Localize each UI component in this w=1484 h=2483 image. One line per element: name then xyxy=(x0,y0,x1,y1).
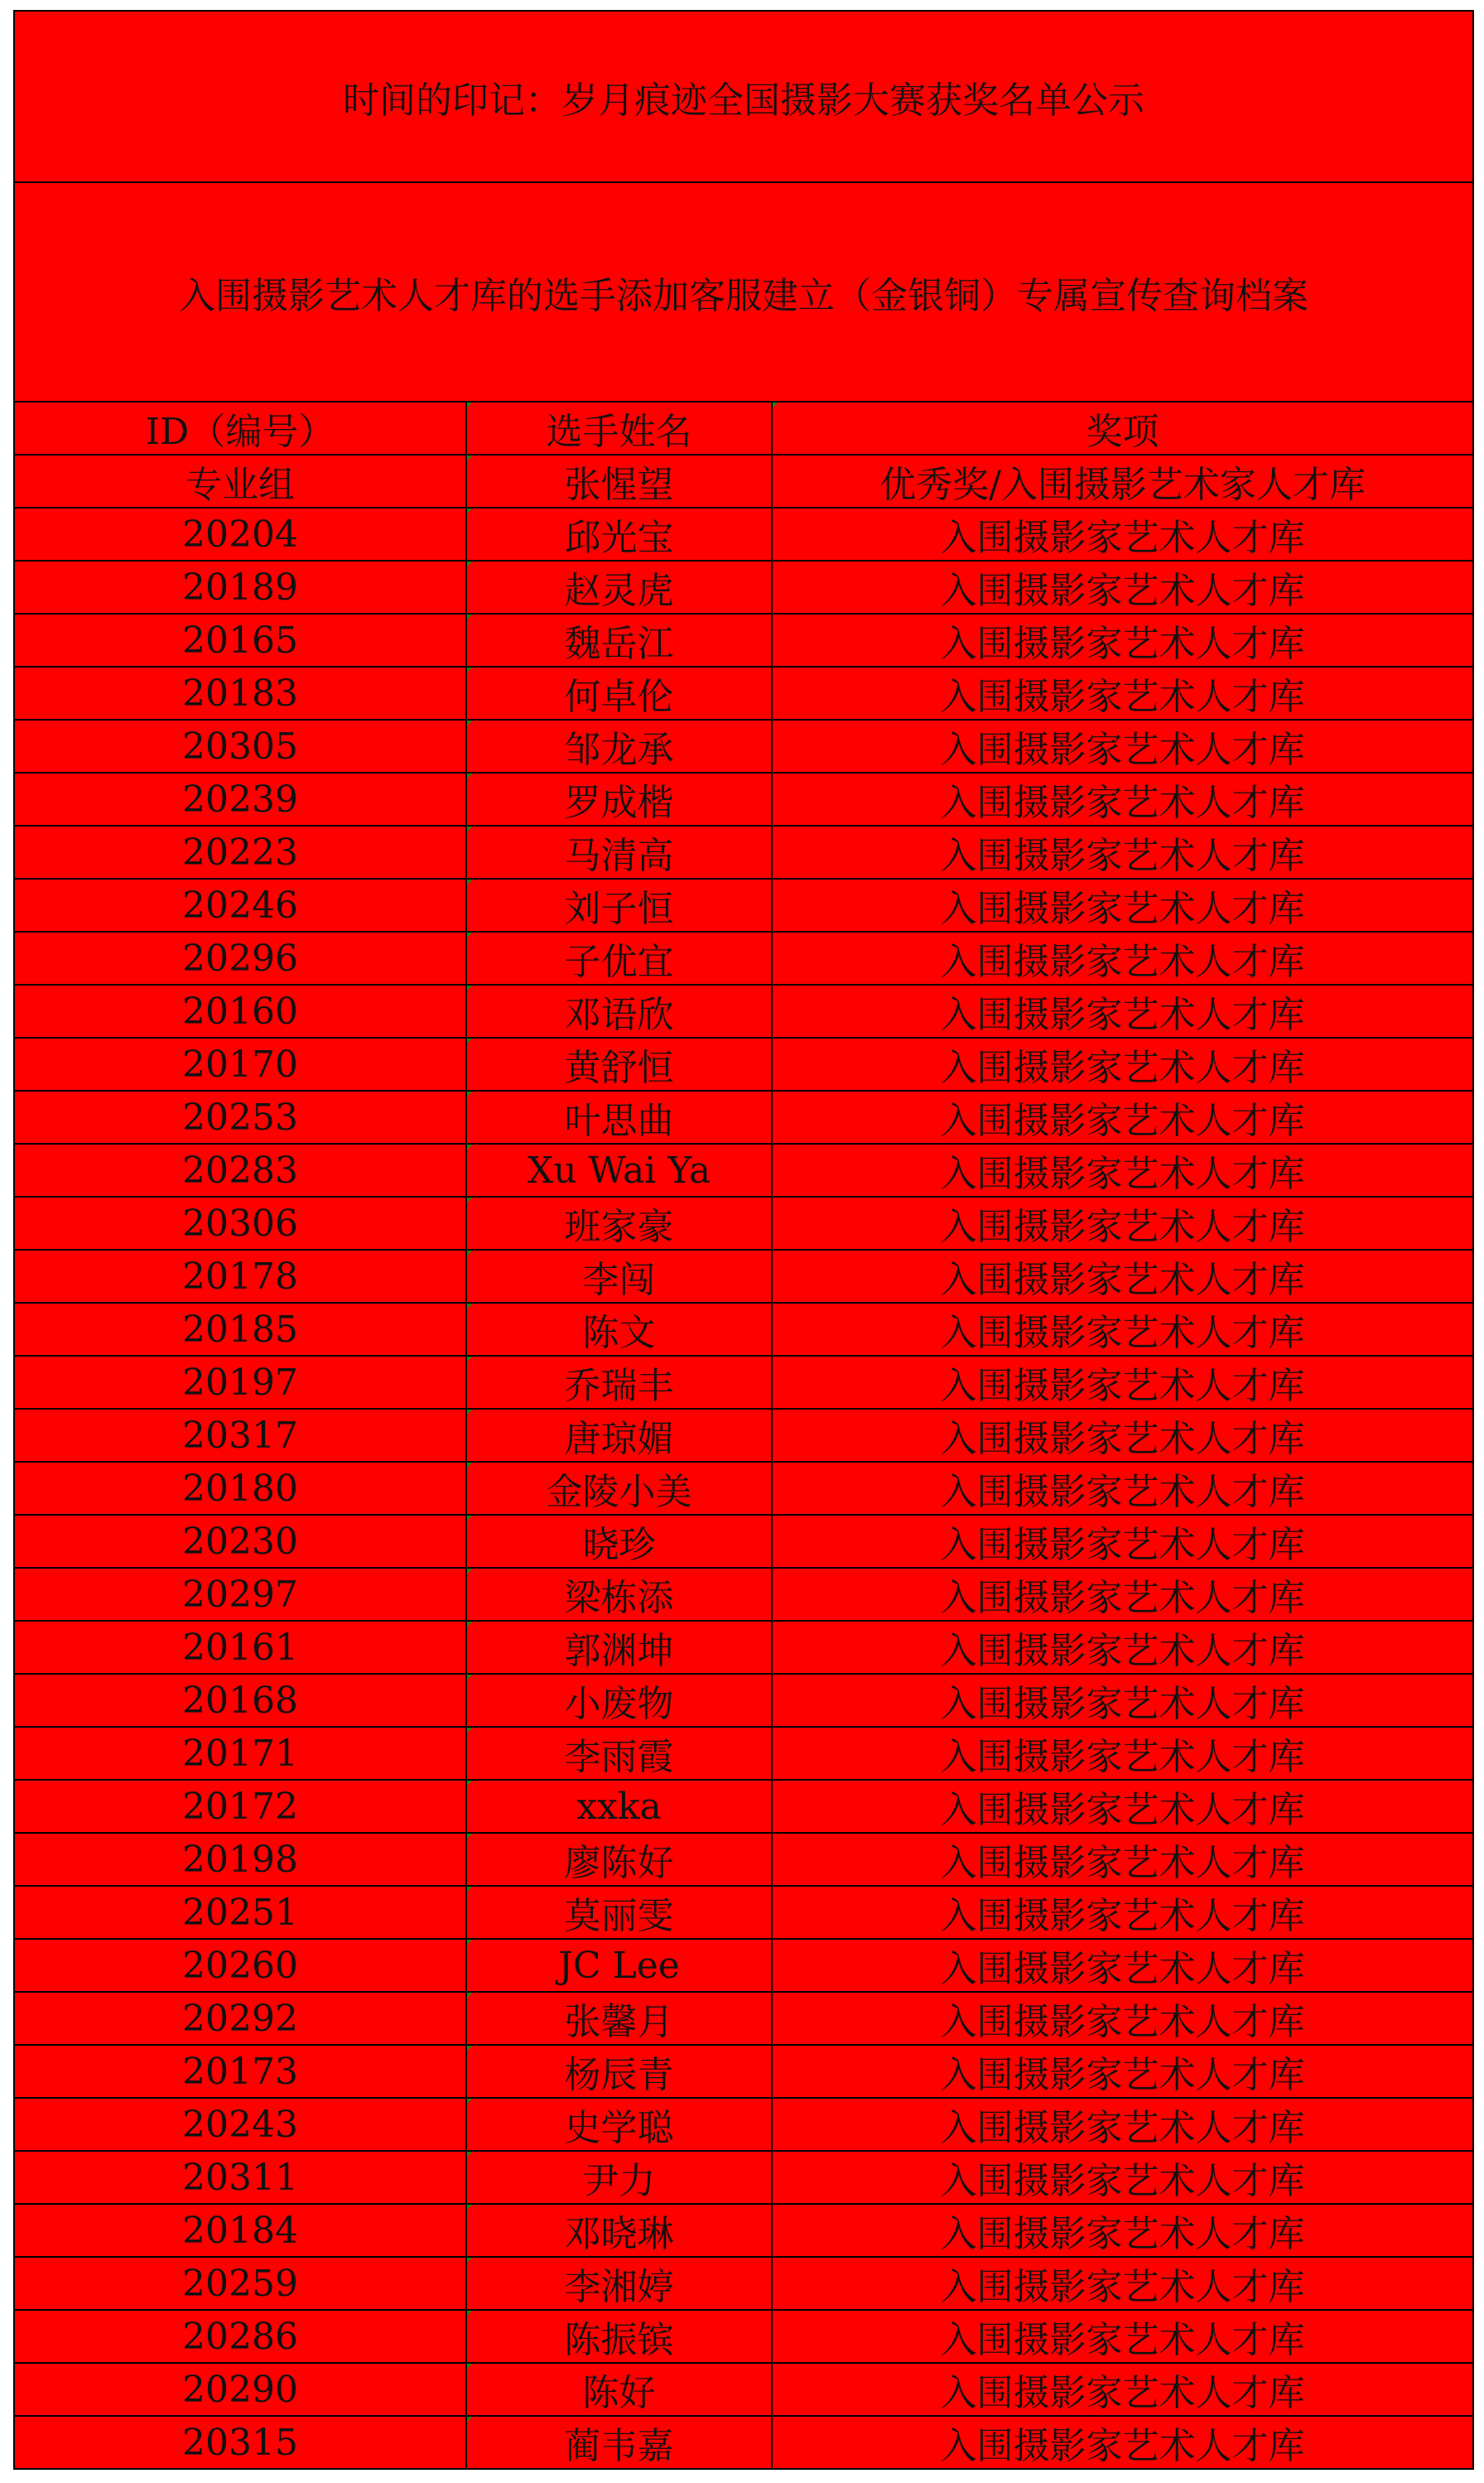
cell-id: 20178 xyxy=(15,1251,467,1302)
table-row xyxy=(15,933,1472,986)
table-row xyxy=(15,2046,1472,2099)
cell-id: 20260 xyxy=(15,1940,467,1991)
cell-id: 20292 xyxy=(15,1993,467,2044)
cell-id: 20230 xyxy=(15,1516,467,1567)
cell-id: 专业组 xyxy=(15,456,467,507)
table-row xyxy=(15,1516,1472,1569)
cell-award: 入围摄影家艺术人才库 xyxy=(940,1100,1305,1142)
cell-name: 唐琼媚 xyxy=(467,1410,773,1461)
cell-name: 梁栋添 xyxy=(467,1569,773,1620)
cell-name: 莫丽雯 xyxy=(467,1887,773,1938)
table-row xyxy=(15,827,1472,880)
cell-name: 赵灵虎 xyxy=(467,562,773,613)
cell-award: 入围摄影家艺术人才库 xyxy=(940,835,1305,877)
cell-id: 20305 xyxy=(15,721,467,772)
cell-id: 20296 xyxy=(15,933,467,984)
table-row xyxy=(15,1092,1472,1145)
table-row xyxy=(15,562,1472,615)
cell-name: 邓晓琳 xyxy=(467,2205,773,2256)
cell-award: 入围摄影家艺术人才库 xyxy=(940,941,1305,983)
cell-id: 20171 xyxy=(15,1728,467,1779)
cell-id: 20259 xyxy=(15,2258,467,2309)
cell-name: 陈文 xyxy=(467,1304,773,1355)
cell-name: 乔瑞丰 xyxy=(467,1357,773,1408)
cell-id: 20173 xyxy=(15,2046,467,2097)
table-row xyxy=(15,1569,1472,1622)
cell-award: 入围摄影家艺术人才库 xyxy=(940,2107,1305,2149)
cell-award: 入围摄影家艺术人才库 xyxy=(940,1312,1305,1354)
cell-award: 入围摄影家艺术人才库 xyxy=(940,1418,1305,1460)
cell-award: 入围摄影家艺术人才库 xyxy=(940,1948,1305,1990)
cell-id: 20160 xyxy=(15,986,467,1037)
cell-award: 入围摄影家艺术人才库 xyxy=(940,1842,1305,1884)
cell-id: 20172 xyxy=(15,1781,467,1832)
cell-name: 邱光宝 xyxy=(467,509,773,560)
table-row xyxy=(15,668,1472,721)
table-row xyxy=(15,1887,1472,1940)
table-row xyxy=(15,721,1472,774)
table-row xyxy=(15,1834,1472,1887)
cell-award: 入围摄影家艺术人才库 xyxy=(940,1259,1305,1301)
table-row xyxy=(15,1039,1472,1092)
table-row xyxy=(15,1304,1472,1357)
cell-name: 陈好 xyxy=(467,2364,773,2415)
cell-id: 20283 xyxy=(15,1145,467,1196)
cell-name: 班家豪 xyxy=(467,1198,773,1249)
cell-id: 20290 xyxy=(15,2364,467,2415)
cell-name: 小废物 xyxy=(467,1675,773,1726)
cell-id: 20315 xyxy=(15,2417,467,2468)
cell-name: 蔺韦嘉 xyxy=(467,2417,773,2468)
cell-id: 20243 xyxy=(15,2099,467,2150)
table-row xyxy=(15,509,1472,562)
cell-award: 入围摄影家艺术人才库 xyxy=(940,2372,1305,2414)
table-row xyxy=(15,1622,1472,1675)
cell-name: 李湘婷 xyxy=(467,2258,773,2309)
cell-name: JC Lee xyxy=(467,1940,773,1991)
cell-name: xxka xyxy=(467,1781,773,1832)
table-row xyxy=(15,1357,1472,1410)
table-row xyxy=(15,2364,1472,2417)
cell-id: 20204 xyxy=(15,509,467,560)
table-row xyxy=(15,1463,1472,1516)
cell-id: 20317 xyxy=(15,1410,467,1461)
cell-name: 邓语欣 xyxy=(467,986,773,1037)
cell-award: 优秀奖/入围摄影艺术家人才库 xyxy=(879,464,1366,506)
cell-id: 20184 xyxy=(15,2205,467,2256)
cell-award: 入围摄影家艺术人才库 xyxy=(940,1153,1305,1195)
cell-id: 20183 xyxy=(15,668,467,719)
cell-name: 陈振镔 xyxy=(467,2311,773,2362)
cell-name: 郭渊坤 xyxy=(467,1622,773,1673)
cell-award: 入围摄影家艺术人才库 xyxy=(940,2266,1305,2308)
spreadsheet xyxy=(13,10,1474,2470)
table-row xyxy=(15,1675,1472,1728)
cell-award: 入围摄影家艺术人才库 xyxy=(940,2054,1305,2096)
cell-name: Xu Wai Ya xyxy=(467,1145,773,1196)
cell-award: 入围摄影家艺术人才库 xyxy=(940,1471,1305,1513)
cell-award: 入围摄影家艺术人才库 xyxy=(940,2213,1305,2255)
cell-award: 入围摄影家艺术人才库 xyxy=(940,2319,1305,2361)
page-subtitle: 入围摄影艺术人才库的选手添加客服建立（金银铜）专属宣传查询档案 xyxy=(15,183,1472,403)
cell-id: 20189 xyxy=(15,562,467,613)
cell-award: 入围摄影家艺术人才库 xyxy=(940,888,1305,930)
cell-id: 20223 xyxy=(15,827,467,878)
cell-name: 叶思曲 xyxy=(467,1092,773,1143)
table-row xyxy=(15,615,1472,668)
cell-id: 20306 xyxy=(15,1198,467,1249)
cell-id: 20297 xyxy=(15,1569,467,1620)
cell-name: 晓珍 xyxy=(467,1516,773,1567)
table-row xyxy=(15,1940,1472,1993)
cell-name: 张馨月 xyxy=(467,1993,773,2044)
table-row xyxy=(15,456,1472,509)
table-row xyxy=(15,880,1472,933)
cell-name: 杨辰青 xyxy=(467,2046,773,2097)
cell-id: 20246 xyxy=(15,880,467,931)
cell-award: 入围摄影家艺术人才库 xyxy=(940,729,1305,771)
cell-id: 20239 xyxy=(15,774,467,825)
cell-name: 黄舒恒 xyxy=(467,1039,773,1090)
table-row xyxy=(15,2205,1472,2258)
cell-name: 马清高 xyxy=(467,827,773,878)
header-award: 奖项 xyxy=(773,403,1472,454)
cell-award: 入围摄影家艺术人才库 xyxy=(940,1789,1305,1831)
cell-name: 刘子恒 xyxy=(467,880,773,931)
table-row xyxy=(15,2311,1472,2364)
cell-id: 20253 xyxy=(15,1092,467,1143)
cell-name: 子优宜 xyxy=(467,933,773,984)
cell-id: 20180 xyxy=(15,1463,467,1514)
cell-id: 20286 xyxy=(15,2311,467,2362)
cell-id: 20165 xyxy=(15,615,467,666)
header-name: 选手姓名 xyxy=(467,403,773,454)
cell-id: 20311 xyxy=(15,2152,467,2203)
table-row xyxy=(15,1781,1472,1834)
table-row xyxy=(15,1410,1472,1463)
table-row xyxy=(15,1251,1472,1304)
cell-award: 入围摄影家艺术人才库 xyxy=(940,1365,1305,1407)
cell-id: 20251 xyxy=(15,1887,467,1938)
cell-award: 入围摄影家艺术人才库 xyxy=(940,1206,1305,1248)
cell-name: 李闯 xyxy=(467,1251,773,1302)
cell-award: 入围摄影家艺术人才库 xyxy=(940,994,1305,1036)
cell-name: 尹力 xyxy=(467,2152,773,2203)
cell-award: 入围摄影家艺术人才库 xyxy=(940,2001,1305,2043)
cell-id: 20170 xyxy=(15,1039,467,1090)
table-body xyxy=(15,456,1472,2470)
cell-award: 入围摄影家艺术人才库 xyxy=(940,1524,1305,1566)
table-row xyxy=(15,986,1472,1039)
cell-name: 廖陈好 xyxy=(467,1834,773,1885)
cell-award: 入围摄影家艺术人才库 xyxy=(940,1577,1305,1619)
table-row xyxy=(15,774,1472,827)
page-title: 时间的印记：岁月痕迹全国摄影大赛获奖名单公示 xyxy=(15,12,1472,183)
cell-id: 20185 xyxy=(15,1304,467,1355)
cell-award: 入围摄影家艺术人才库 xyxy=(940,623,1305,665)
cell-id: 20198 xyxy=(15,1834,467,1885)
cell-name: 金陵小美 xyxy=(467,1463,773,1514)
table-row xyxy=(15,2417,1472,2470)
header-id: ID（编号） xyxy=(15,403,467,454)
table-row xyxy=(15,1198,1472,1251)
cell-award: 入围摄影家艺术人才库 xyxy=(940,676,1305,718)
cell-id: 20161 xyxy=(15,1622,467,1673)
cell-award: 入围摄影家艺术人才库 xyxy=(940,570,1305,612)
cell-name: 张惺望 xyxy=(467,456,773,507)
cell-award: 入围摄影家艺术人才库 xyxy=(940,1895,1305,1937)
cell-name: 邹龙承 xyxy=(467,721,773,772)
cell-award: 入围摄影家艺术人才库 xyxy=(940,2425,1305,2467)
cell-award: 入围摄影家艺术人才库 xyxy=(940,517,1305,559)
cell-id: 20168 xyxy=(15,1675,467,1726)
cell-name: 史学聪 xyxy=(467,2099,773,2150)
table-row xyxy=(15,1993,1472,2046)
cell-award: 入围摄影家艺术人才库 xyxy=(940,2160,1305,2202)
table-row xyxy=(15,2152,1472,2205)
table-header-row xyxy=(15,403,1472,456)
cell-award: 入围摄影家艺术人才库 xyxy=(940,1736,1305,1778)
table-row xyxy=(15,2258,1472,2311)
cell-award: 入围摄影家艺术人才库 xyxy=(940,782,1305,824)
cell-id: 20197 xyxy=(15,1357,467,1408)
cell-name: 李雨霞 xyxy=(467,1728,773,1779)
cell-name: 罗成楷 xyxy=(467,774,773,825)
cell-name: 魏岳江 xyxy=(467,615,773,666)
cell-award: 入围摄影家艺术人才库 xyxy=(940,1683,1305,1725)
cell-award: 入围摄影家艺术人才库 xyxy=(940,1047,1305,1089)
table-row xyxy=(15,1728,1472,1781)
cell-name: 何卓伦 xyxy=(467,668,773,719)
cell-award: 入围摄影家艺术人才库 xyxy=(940,1630,1305,1672)
table-row xyxy=(15,2099,1472,2152)
table-row xyxy=(15,1145,1472,1198)
